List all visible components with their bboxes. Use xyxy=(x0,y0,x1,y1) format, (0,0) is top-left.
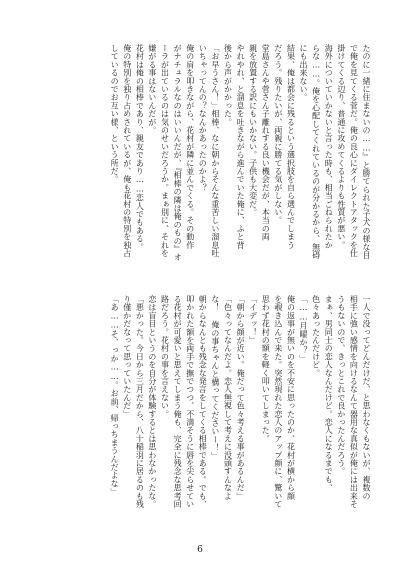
text-line: 路だろう。花村の事を言えない。 xyxy=(160,295,170,418)
text-line: で俺を見てくる菅だ。俺の良心にダイレクトアタックを仕 xyxy=(349,44,359,258)
text-line: 花村は俺の相棒であり、親友であり……恋人でもある。 xyxy=(135,44,145,251)
text-line: だろう。残りたいが、両親に勝てる気がしない。 xyxy=(273,44,283,225)
text-line: やれやれ、と溜息を吐きながら進んでいた俺に、ふと背 xyxy=(236,44,246,249)
text-line: 「色々ってなんだよ。恋人無視して考えに没頭すんなよ xyxy=(223,295,233,500)
text-line: 堂島さんや菅さん子離れする良い機会だが、本当の両 xyxy=(261,44,271,241)
text-line: しているのでお互い様、という所だ。 xyxy=(110,44,120,184)
text-line: り僅かだなって思っていたんだ」 xyxy=(122,295,132,418)
text-line: ーラが出ているのは気のせいだろうか。まぁ別に、それを xyxy=(160,44,170,258)
text-line: 「あ……そ、っか……。お前、帰っちまうんだよな」 xyxy=(110,295,120,496)
text-line: らな……。俺を心配してくれているのが分かるから、無碍 xyxy=(311,44,321,260)
text-line: 「悪かった。今日から三月だから、八十稲羽に居るのも残 xyxy=(135,295,145,509)
text-line: 後から声がかかった。 xyxy=(223,44,233,126)
text-line: にも出来ない。 xyxy=(299,44,309,102)
text-line: 「イデッ！」 xyxy=(248,295,258,345)
text-line: いちゃってんの？なんかあったのかよ？ xyxy=(198,44,208,192)
text-line: 親を放置する訳にもいかない。子供も大変だ。 xyxy=(248,44,258,217)
text-line: る花村が可愛いと思えてしまう俺も、完全に残念な思考回 xyxy=(173,295,183,509)
text-line: 「……月曜か？」 xyxy=(299,295,309,363)
text-line: な！ 俺の事ちゃんと構ってくださいー！」 xyxy=(210,295,220,460)
text-line: 「朝から顔が近い。俺だって色々考える事があるんだ」 xyxy=(236,295,246,500)
text-line: まぁ、男同士の恋人なんだけど。恋人になるまでも、 xyxy=(324,295,334,492)
text-line: 一人で没ってどんだけだ、と思わなくもないが、複数の xyxy=(362,295,371,500)
text-line: たのに一緒に住まないの……』と勝てられた子犬の様な目 xyxy=(362,44,371,260)
text-line: がナチュラルなのはいいんだが、『相棒の隣は俺のもの』オ xyxy=(173,44,183,262)
text-line: 海外についていかないと言った時も、相当ごねられたか xyxy=(324,44,334,249)
page-number: 6 xyxy=(197,545,203,555)
text-line: 俺の特別を独り占めされているが、俺も花村の特別を独占 xyxy=(122,44,132,258)
text-line: 俺の肩を叩きながら、花村が隣に並んでくる。その動作 xyxy=(185,44,195,249)
text-line: を覗き込んで来た。突然現れた恋人のアップ顔に、驚いて xyxy=(273,295,283,509)
text-line: 思わず花村の額を軽く叩いてしまった。 xyxy=(261,295,271,443)
text-line: 朝からなんとも残念な発言をしてくる相棒である。でも、 xyxy=(198,295,208,509)
text-line: 色々あったんだけど。 xyxy=(311,295,321,377)
text-line: 「お早うさん！」相棒、なに朝からそんな重苦しい溜息吐 xyxy=(210,44,220,258)
text-line: 掛けてくる辺り、普通に攻めてくるよりも性質が悪い。 xyxy=(336,44,346,249)
text-line: 嫌がる事はないんだが。 xyxy=(147,44,157,135)
bottom-text-block xyxy=(28,295,372,531)
top-text-block xyxy=(28,44,372,280)
text-line: 結果、俺は都会に残るという選択肢を自ら選んでしまう xyxy=(286,44,296,249)
text-line: 俺の返事が無いのを不安に思ったのか、花村が横から顔 xyxy=(286,295,296,500)
text-line: 恋は盲目というのを自分が体験するとは思わなかったな。 xyxy=(147,295,157,509)
text-line: うもないので、きっとこれで良かったんだろう。 xyxy=(336,295,346,476)
text-line: 相手に強い感情を向けるなんて器用な真似が俺には出来そ xyxy=(349,295,359,509)
text-line: 叩かれた額を両手で撫でつつ、不満そうに唇を尖らせてい xyxy=(185,295,195,509)
